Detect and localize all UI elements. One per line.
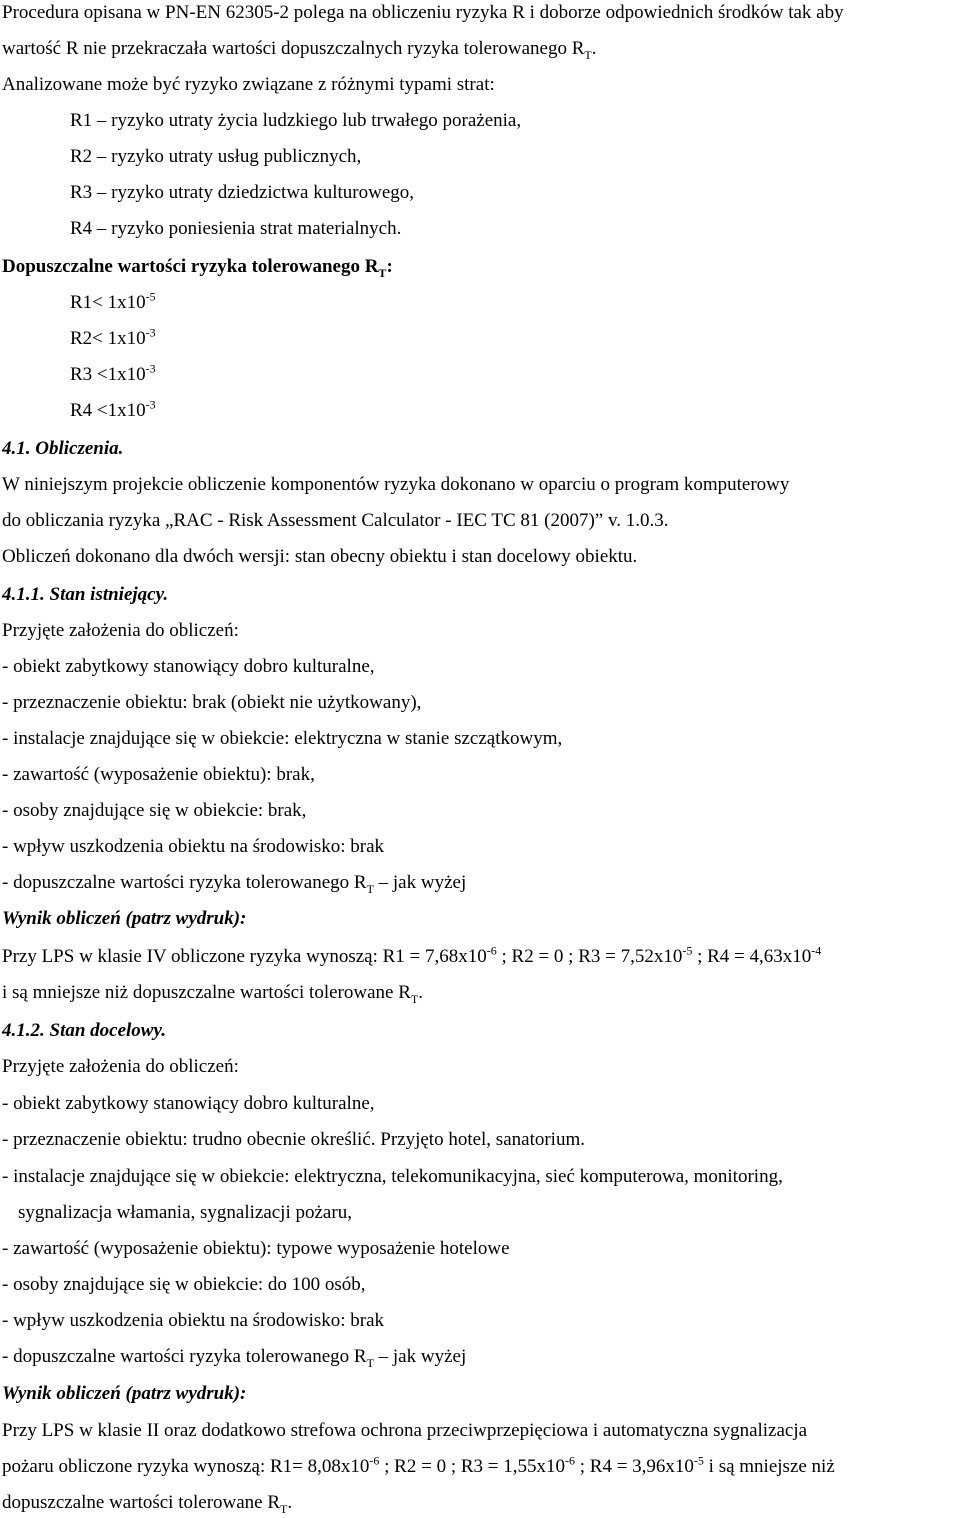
list-item <box>2 1310 384 1332</box>
text: - instalacje znajdujące się w obiekcie: elektryczna w stanie szczątkowym, <box>2 728 563 749</box>
text: - obiekt zabytkowy stanowiący dobro kulturalne, <box>2 1093 375 1114</box>
paragraph-line <box>2 1056 239 1078</box>
superscript: -6 <box>369 1453 380 1468</box>
text: R3 <1x10 <box>70 364 146 385</box>
list-item <box>2 728 562 750</box>
text: 4.1.2. Stan docelowy. <box>2 1020 166 1041</box>
list-item <box>2 1238 510 1260</box>
text: do obliczania ryzyka „RAC - Risk Assessment Calculator - IEC TC 81 (2007)” v. 1.0.3. <box>2 510 669 531</box>
text: - dopuszczalne wartości ryzyka tolerowanego R <box>2 872 367 893</box>
risk-limit-r4 <box>70 397 156 422</box>
result-heading <box>2 1383 246 1405</box>
subscript: T <box>410 991 419 1006</box>
paragraph-line <box>2 546 637 568</box>
list-item <box>2 1166 783 1188</box>
text: 4.1.1. Stan istniejący. <box>2 584 169 605</box>
list-item <box>2 1129 585 1151</box>
list-item <box>2 1093 375 1115</box>
text: . <box>418 982 423 1003</box>
superscript: -4 <box>811 943 822 958</box>
superscript: -3 <box>145 325 156 340</box>
text: . <box>591 38 597 59</box>
text: i są mniejsze niż <box>703 1456 835 1477</box>
text: R3 – ryzyko utraty dziedzictwa kulturowego, <box>70 182 415 203</box>
list-item <box>2 1274 366 1296</box>
text: - osoby znajdujące się w obiekcie: brak, <box>2 800 307 821</box>
result-line <box>2 982 423 1004</box>
text: wartość R nie przekraczała wartości dopuszczalnych ryzyka tolerowanego R <box>2 38 585 59</box>
text: . <box>287 1492 293 1513</box>
list-item <box>70 146 361 168</box>
text: R1 – ryzyko utraty życia ludzkiego lub trwałego porażenia, <box>70 110 522 131</box>
text: ; R2 = 0 ; R3 = 1,55x10 <box>379 1456 565 1477</box>
section-heading <box>2 438 123 460</box>
text: Przy LPS w klasie II oraz dodatkowo strefowa ochrona przeciwprzepięciowa i automatyczna sygnalizacja <box>2 1420 808 1441</box>
text: - przeznaczenie obiektu: trudno obecnie określić. Przyjęto hotel, sanatorium. <box>2 1129 585 1150</box>
superscript: -3 <box>145 397 156 412</box>
list-item <box>70 218 401 240</box>
text: Przyjęte założenia do obliczeń: <box>2 1056 239 1077</box>
text: Wynik obliczeń (patrz wydruk): <box>2 1383 247 1404</box>
result-line <box>2 1453 835 1478</box>
list-item <box>70 110 521 132</box>
text: ; R4 = 4,63x10 <box>692 946 812 967</box>
text: 4.1. Obliczenia. <box>2 438 124 459</box>
text: - wpływ uszkodzenia obiektu na środowisko: brak <box>2 1310 385 1331</box>
paragraph-line <box>2 74 495 96</box>
subscript: T <box>584 47 592 62</box>
paragraph-line <box>2 620 239 642</box>
subscript: T <box>280 1501 288 1516</box>
result-line <box>2 943 822 968</box>
text: - zawartość (wyposażenie obiektu): brak, <box>2 764 315 785</box>
text: - przeznaczenie obiektu: brak (obiekt nie użytkowany), <box>2 692 422 713</box>
text: - osoby znajdujące się w obiekcie: do 100 osób, <box>2 1274 366 1295</box>
text: Analizowane może być ryzyko związane z różnymi typami strat: <box>2 74 495 95</box>
heading-tolerated-risk <box>2 256 393 278</box>
list-item <box>2 656 375 678</box>
text: Przyjęte założenia do obliczeń: <box>2 620 239 641</box>
list-item <box>2 836 384 858</box>
text: R1< 1x10 <box>70 292 146 313</box>
paragraph-line <box>2 2 844 24</box>
subscript: T <box>366 1355 374 1370</box>
text: R4 – ryzyko poniesienia strat materialnych. <box>70 218 402 239</box>
superscript: -5 <box>682 943 693 958</box>
text: - obiekt zabytkowy stanowiący dobro kulturalne, <box>2 656 375 677</box>
text: : <box>386 256 393 277</box>
risk-limit-r1 <box>70 289 156 314</box>
text: - dopuszczalne wartości ryzyka tolerowanego R <box>2 1346 367 1367</box>
text: R2< 1x10 <box>70 328 146 349</box>
text: Obliczeń dokonano dla dwóch wersji: stan obecny obiektu i stan docelowy obiektu. <box>2 546 638 567</box>
subscript: T <box>366 881 374 896</box>
text: Przy LPS w klasie IV obliczone ryzyka wynoszą: R1 = 7,68x10 <box>2 946 487 967</box>
text: Procedura opisana w PN-EN 62305-2 polega na obliczeniu ryzyka R i doborze odpowiednich środków tak aby <box>2 2 844 23</box>
text: ; R2 = 0 ; R3 = 7,52x10 <box>496 946 683 967</box>
list-item <box>2 800 306 822</box>
text: - instalacje znajdujące się w obiekcie: elektryczna, telekomunikacyjna, sieć komputerowa, monitoring, <box>2 1166 783 1187</box>
paragraph-line <box>2 510 668 532</box>
text: W niniejszym projekcie obliczenie komponentów ryzyka dokonano w oparciu o program komputerowy <box>2 474 790 495</box>
text: Dopuszczalne wartości ryzyka tolerowanego R <box>2 256 379 277</box>
superscript: -5 <box>145 289 156 304</box>
text: R2 – ryzyko utraty usług publicznych, <box>70 146 362 167</box>
superscript: -5 <box>693 1453 704 1468</box>
text: – jak wyżej <box>373 1346 467 1367</box>
result-line <box>2 1420 807 1442</box>
superscript: -3 <box>145 361 156 376</box>
text: sygnalizacja włamania, sygnalizacji pożaru, <box>18 1202 352 1223</box>
text: R4 <1x10 <box>70 400 146 421</box>
list-item <box>2 764 315 786</box>
list-item <box>2 872 466 894</box>
subsection-heading <box>2 1020 166 1042</box>
superscript: -6 <box>486 943 497 958</box>
paragraph-line <box>2 38 597 60</box>
text: i są mniejsze niż dopuszczalne wartości tolerowane R <box>2 982 411 1003</box>
result-heading <box>2 908 246 930</box>
risk-limit-r3 <box>70 361 156 386</box>
risk-limit-r2 <box>70 325 156 350</box>
subsection-heading <box>2 584 168 606</box>
list-item <box>2 1346 466 1368</box>
result-line <box>2 1492 292 1514</box>
text: ; R4 = 3,96x10 <box>575 1456 694 1477</box>
text: dopuszczalne wartości tolerowane R <box>2 1492 281 1513</box>
list-item <box>2 692 421 714</box>
list-item <box>70 182 414 204</box>
superscript: -6 <box>565 1453 575 1468</box>
text: Wynik obliczeń (patrz wydruk): <box>2 908 247 929</box>
subscript: T <box>378 265 387 280</box>
text: pożaru obliczone ryzyka wynoszą: R1= 8,08x10 <box>2 1456 370 1477</box>
text: - zawartość (wyposażenie obiektu): typowe wyposażenie hotelowe <box>2 1238 510 1259</box>
list-item-continuation <box>18 1202 352 1224</box>
text: - wpływ uszkodzenia obiektu na środowisko: brak <box>2 836 385 857</box>
paragraph-line <box>2 474 789 496</box>
text: – jak wyżej <box>373 872 467 893</box>
